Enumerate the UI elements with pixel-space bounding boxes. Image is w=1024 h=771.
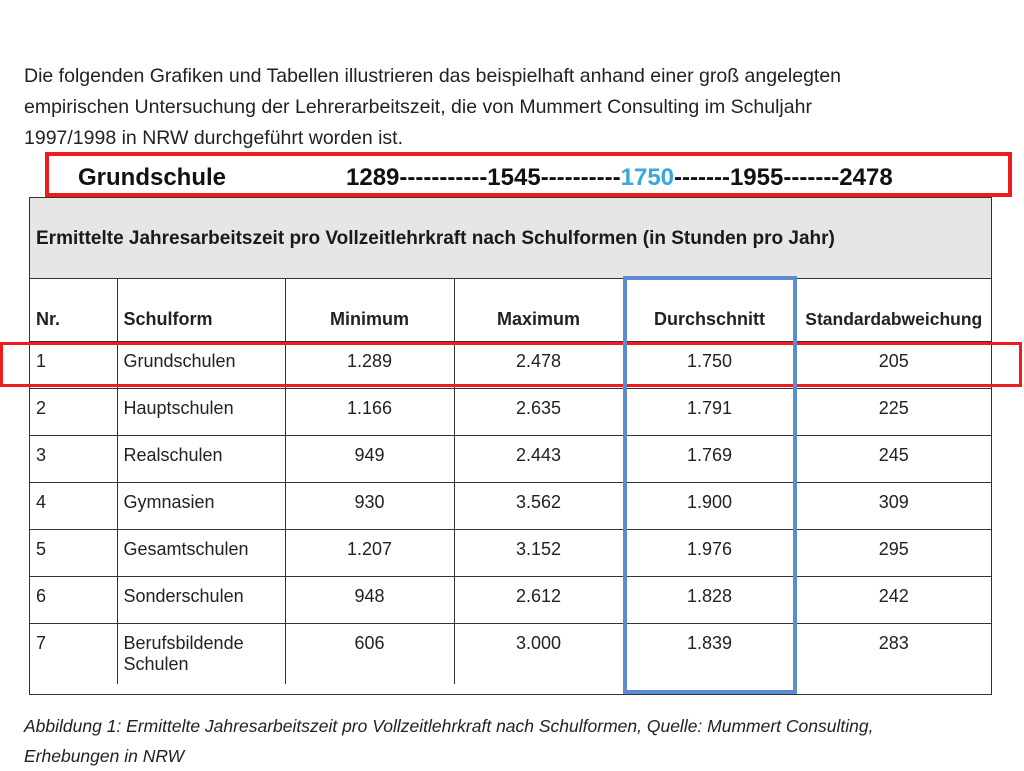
- cell-minimum: 949: [285, 435, 454, 482]
- cell-durchschnitt: 1.839: [623, 623, 796, 684]
- cell-maximum: 2.478: [454, 341, 623, 388]
- header-schulform: Schulform: [117, 279, 285, 341]
- table-row: [30, 341, 991, 388]
- intro-line-2: empirischen Untersuchung der Lehrerarbeitszeit, die von Mummert Consulting im Schuljahr: [24, 96, 812, 118]
- header-standardabweichung: Standardabweichung: [796, 279, 991, 341]
- cell-minimum: 1.289: [285, 341, 454, 388]
- cell-nr: 5: [30, 529, 117, 576]
- cell-nr: 4: [30, 482, 117, 529]
- cell-durchschnitt: 1.750: [623, 341, 796, 388]
- figure-caption: [24, 711, 984, 771]
- summary-values-part-1: 1289-----------1545----------: [346, 164, 621, 191]
- table-row: [30, 435, 991, 482]
- intro-line-1: Die folgenden Grafiken und Tabellen illustrieren das beispielhaft anhand einer groß angelegten: [24, 65, 842, 87]
- cell-nr: 6: [30, 576, 117, 623]
- cell-schulform-line-1: Berufsbildende: [123, 632, 244, 653]
- header-minimum: Minimum: [285, 279, 454, 341]
- cell-standardabweichung: 245: [796, 435, 991, 482]
- cell-maximum: 3.152: [454, 529, 623, 576]
- cell-maximum: 2.612: [454, 576, 623, 623]
- table-row: [30, 623, 991, 684]
- cell-nr: 2: [30, 388, 117, 435]
- cell-standardabweichung: 242: [796, 576, 991, 623]
- working-time-table: [29, 197, 992, 695]
- summary-average-value: 1750: [620, 164, 675, 191]
- cell-schulform: Hauptschulen: [117, 388, 285, 435]
- cell-durchschnitt: 1.828: [623, 576, 796, 623]
- table-row: [30, 388, 991, 435]
- cell-durchschnitt: 1.976: [623, 529, 796, 576]
- table-row: [30, 576, 991, 623]
- summary-highlight-box: [45, 152, 1012, 197]
- cell-schulform: Gymnasien: [117, 482, 285, 529]
- header-durchschnitt: Durchschnitt: [623, 279, 796, 341]
- cell-maximum: 3.000: [454, 623, 623, 684]
- table-caption: Ermittelte Jahresarbeitszeit pro Vollzeitlehrkraft nach Schulformen (in Stunden pro Jahr): [36, 228, 835, 249]
- cell-minimum: 606: [285, 623, 454, 684]
- cell-schulform: [117, 623, 285, 684]
- cell-maximum: 2.635: [454, 388, 623, 435]
- summary-label: Grundschule: [78, 164, 227, 191]
- figure-caption-line-2: Erhebungen in NRW: [24, 746, 185, 766]
- cell-maximum: 3.562: [454, 482, 623, 529]
- cell-minimum: 948: [285, 576, 454, 623]
- cell-schulform: Grundschulen: [117, 341, 285, 388]
- cell-standardabweichung: 283: [796, 623, 991, 684]
- cell-standardabweichung: 295: [796, 529, 991, 576]
- cell-standardabweichung: 309: [796, 482, 991, 529]
- intro-line-3: 1997/1998 in NRW durchgeführt worden ist.: [24, 127, 404, 149]
- table-row: [30, 482, 991, 529]
- cell-durchschnitt: 1.769: [623, 435, 796, 482]
- cell-minimum: 1.166: [285, 388, 454, 435]
- intro-paragraph: [24, 61, 924, 154]
- cell-nr: 7: [30, 623, 117, 684]
- table-header-row: [30, 279, 991, 341]
- figure-caption-line-1: Abbildung 1: Ermittelte Jahresarbeitszeit pro Vollzeitlehrkraft nach Schulformen, Quelle: Mummert Consulting,: [24, 716, 874, 736]
- header-nr: Nr.: [30, 279, 117, 341]
- cell-minimum: 1.207: [285, 529, 454, 576]
- table-row: [30, 529, 991, 576]
- cell-durchschnitt: 1.900: [623, 482, 796, 529]
- cell-minimum: 930: [285, 482, 454, 529]
- table-caption-row: [30, 198, 991, 279]
- cell-nr: 3: [30, 435, 117, 482]
- cell-schulform-line-2: Schulen: [123, 653, 189, 674]
- cell-schulform: Sonderschulen: [117, 576, 285, 623]
- cell-standardabweichung: 225: [796, 388, 991, 435]
- cell-schulform: Gesamtschulen: [117, 529, 285, 576]
- cell-standardabweichung: 205: [796, 341, 991, 388]
- header-maximum: Maximum: [454, 279, 623, 341]
- summary-values-part-2: -------1955-------2478: [674, 164, 893, 191]
- cell-nr: 1: [30, 341, 117, 388]
- cell-maximum: 2.443: [454, 435, 623, 482]
- cell-durchschnitt: 1.791: [623, 388, 796, 435]
- summary-values: [346, 164, 893, 192]
- table-grid: [30, 279, 991, 684]
- cell-schulform: Realschulen: [117, 435, 285, 482]
